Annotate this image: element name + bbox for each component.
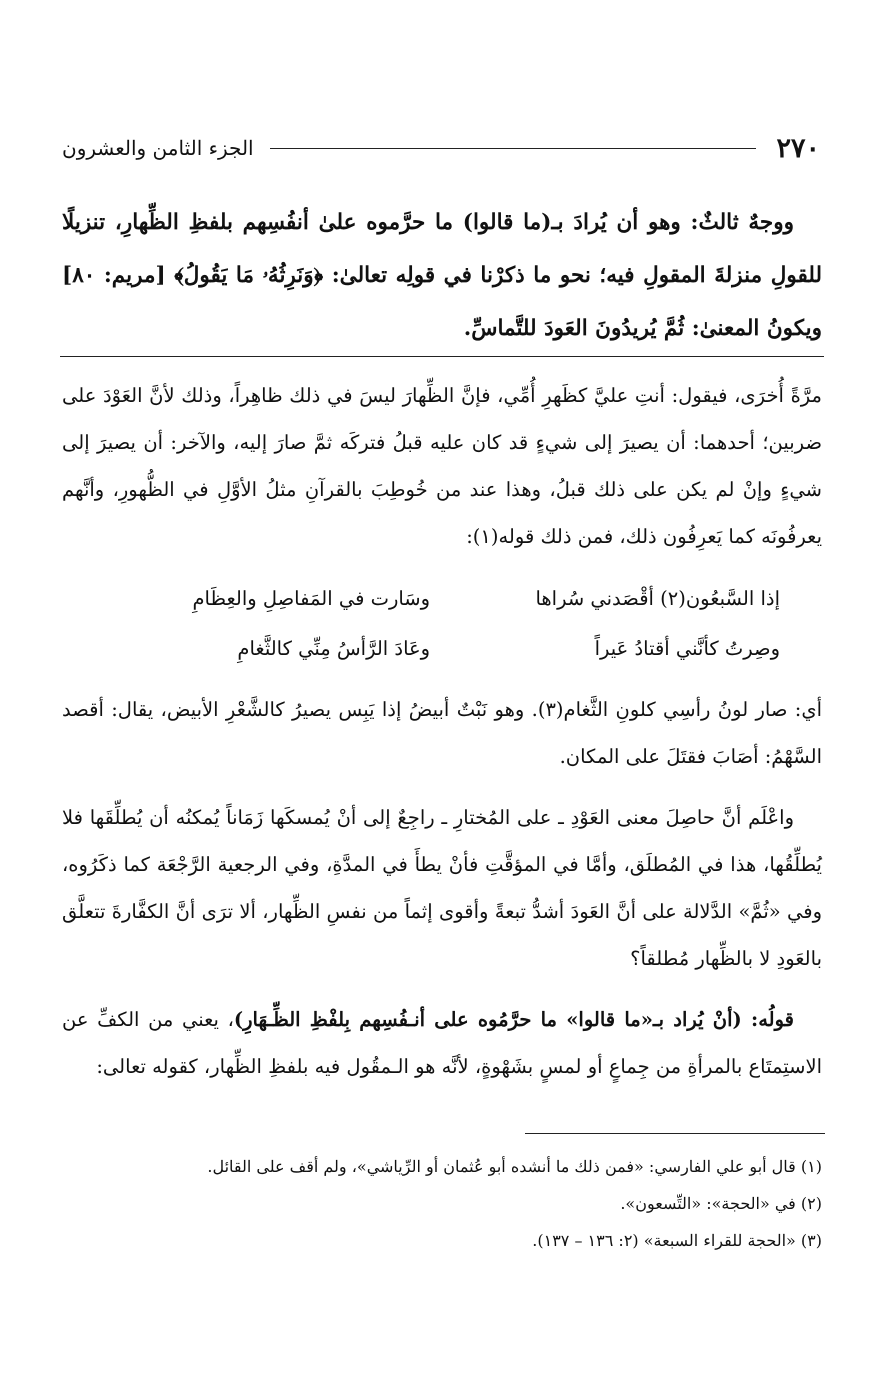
main-text-paragraph: ووجهٌ ثالثٌ: وهو أن يُرادَ بـ(ما قالوا) ما حرَّموه علىٰ أنفُسِهم بلفظِ الظِّهارِ، تنزيلًا للقولِ منزلةَ المقولِ فيه؛ نحو ما ذكرْنا في قولِه تعالىٰ: ﴿وَنَرِثُهُۥ مَا يَقُولُ﴾ [مريم: ٨٠] ويكونُ المعنىٰ: ثُمَّ يُريدُونَ العَودَ للتَّماسِّ. xyxy=(62,210,822,341)
poem xyxy=(62,574,822,674)
commentary xyxy=(62,372,822,1104)
poem-line xyxy=(62,574,822,624)
footnote-1: (١) قال أبو علي الفارسي: «فمن ذلك ما أنشده أبو عُثمان أو الرِّياشي»، ولم أقف على القائل. xyxy=(207,1157,822,1176)
footnote-2: (٢) في «الحجة»: «التِّسعون». xyxy=(620,1194,822,1213)
poem-hemistich-first: إذا السَّبعُون(٢) أقْصَدني سُراها xyxy=(535,587,780,610)
footnotes xyxy=(62,1148,822,1259)
poem-hemistich-second: وعَادَ الرَّأسُ مِنِّي كالثَّغامِ xyxy=(237,637,431,660)
poem-hemistich-first: وصِرتُ كأنَّني أقتادُ عَيراً xyxy=(594,637,780,660)
quoted-lemma: قولُه: (أنْ يُراد بـ«ما قالوا» ما حرَّمُوه على أنـفُسِهم بِلفْظِ الظِّـهَارِ) xyxy=(233,1008,794,1031)
header-rule xyxy=(270,148,757,149)
page-number: ٢٧٠ xyxy=(776,132,820,164)
main-text xyxy=(62,196,822,355)
poem-hemistich-second: وسَارت في المَفاصِلِ والعِظَامِ xyxy=(192,587,431,610)
page-header xyxy=(62,128,820,168)
footnote-3: (٣) «الحجة للقراء السبعة» (٢: ١٣٦ – ١٣٧). xyxy=(532,1231,822,1250)
main-text-divider xyxy=(60,356,824,357)
running-title: الجزء الثامن والعشرون xyxy=(62,136,254,160)
footnote-divider xyxy=(525,1133,825,1134)
commentary-paragraph-2: أي: صار لونُ رأسِي كلونِ الثَّغام(٣). وهو نَبْتٌ أبيضُ إذا يَبِس يصيرُ كالشَّعْرِ الأبيض، يقال: أقصد السَّهْمُ: أصَابَ فقتَلَ على المكان. xyxy=(62,698,822,768)
commentary-paragraph-4 xyxy=(62,996,822,1090)
commentary-paragraph-1: مرَّةً أُخرَى، فيقول: أنتِ عليَّ كظَهرِ أُمِّي، فإنَّ الظِّهارَ ليسَ في ذلك ظاهِراً، وذلك لأنَّ العَوْدَ على ضربين؛ أحدهما: أن يصيرَ إلى شيءٍ قد كان عليه قبلُ فتركَه ثمَّ صارَ إليه، والآخر: أن يصيرَ إلى شيءٍ وإنْ لم يكن على ذلك قبلُ، وهذا عند من خُوطِبَ بالقرآنِ مثلُ الأوَّلِ في الظُّهورِ، وأنَّهم يعرفُونَه كما يَعرِفُون ذلك، فمن ذلك قوله(١): xyxy=(62,384,822,548)
poem-line xyxy=(62,624,822,674)
commentary-paragraph-3: واعْلَم أنَّ حاصِلَ معنى العَوْدِ ـ على المُختارِ ـ راجِعٌ إلى أنْ يُمسكَها زَمَاناً يُمكنُه أن يُطلِّقَها فلا يُطلِّقُها، هذا في المُطلَق، وأمَّا في المؤقَّتِ فأنْ يطأَ في المدَّةِ، وفي الرجعية الرَّجْعَة كما ذكَرُوه، وفي «ثُمَّ» الدَّلالة على أنَّ العَودَ أشدُّ تبعةً وأقوى إثماً من نفسِ الظِّهار، ألا ترَى أنَّ الكفَّارةَ تتعلَّق بالعَودِ لا بالظِّهار مُطلقاً؟ xyxy=(62,806,822,970)
lemma-explanation: ، يعني من الكفِّ عن الاستِمتَاع بالمرأةِ من جِماعٍ أو لمسٍ بشَهْوةٍ، لأنَّه هو الـمقُول فيه بلفظِ الظِّهار، كقوله تعالى: xyxy=(62,1008,822,1078)
